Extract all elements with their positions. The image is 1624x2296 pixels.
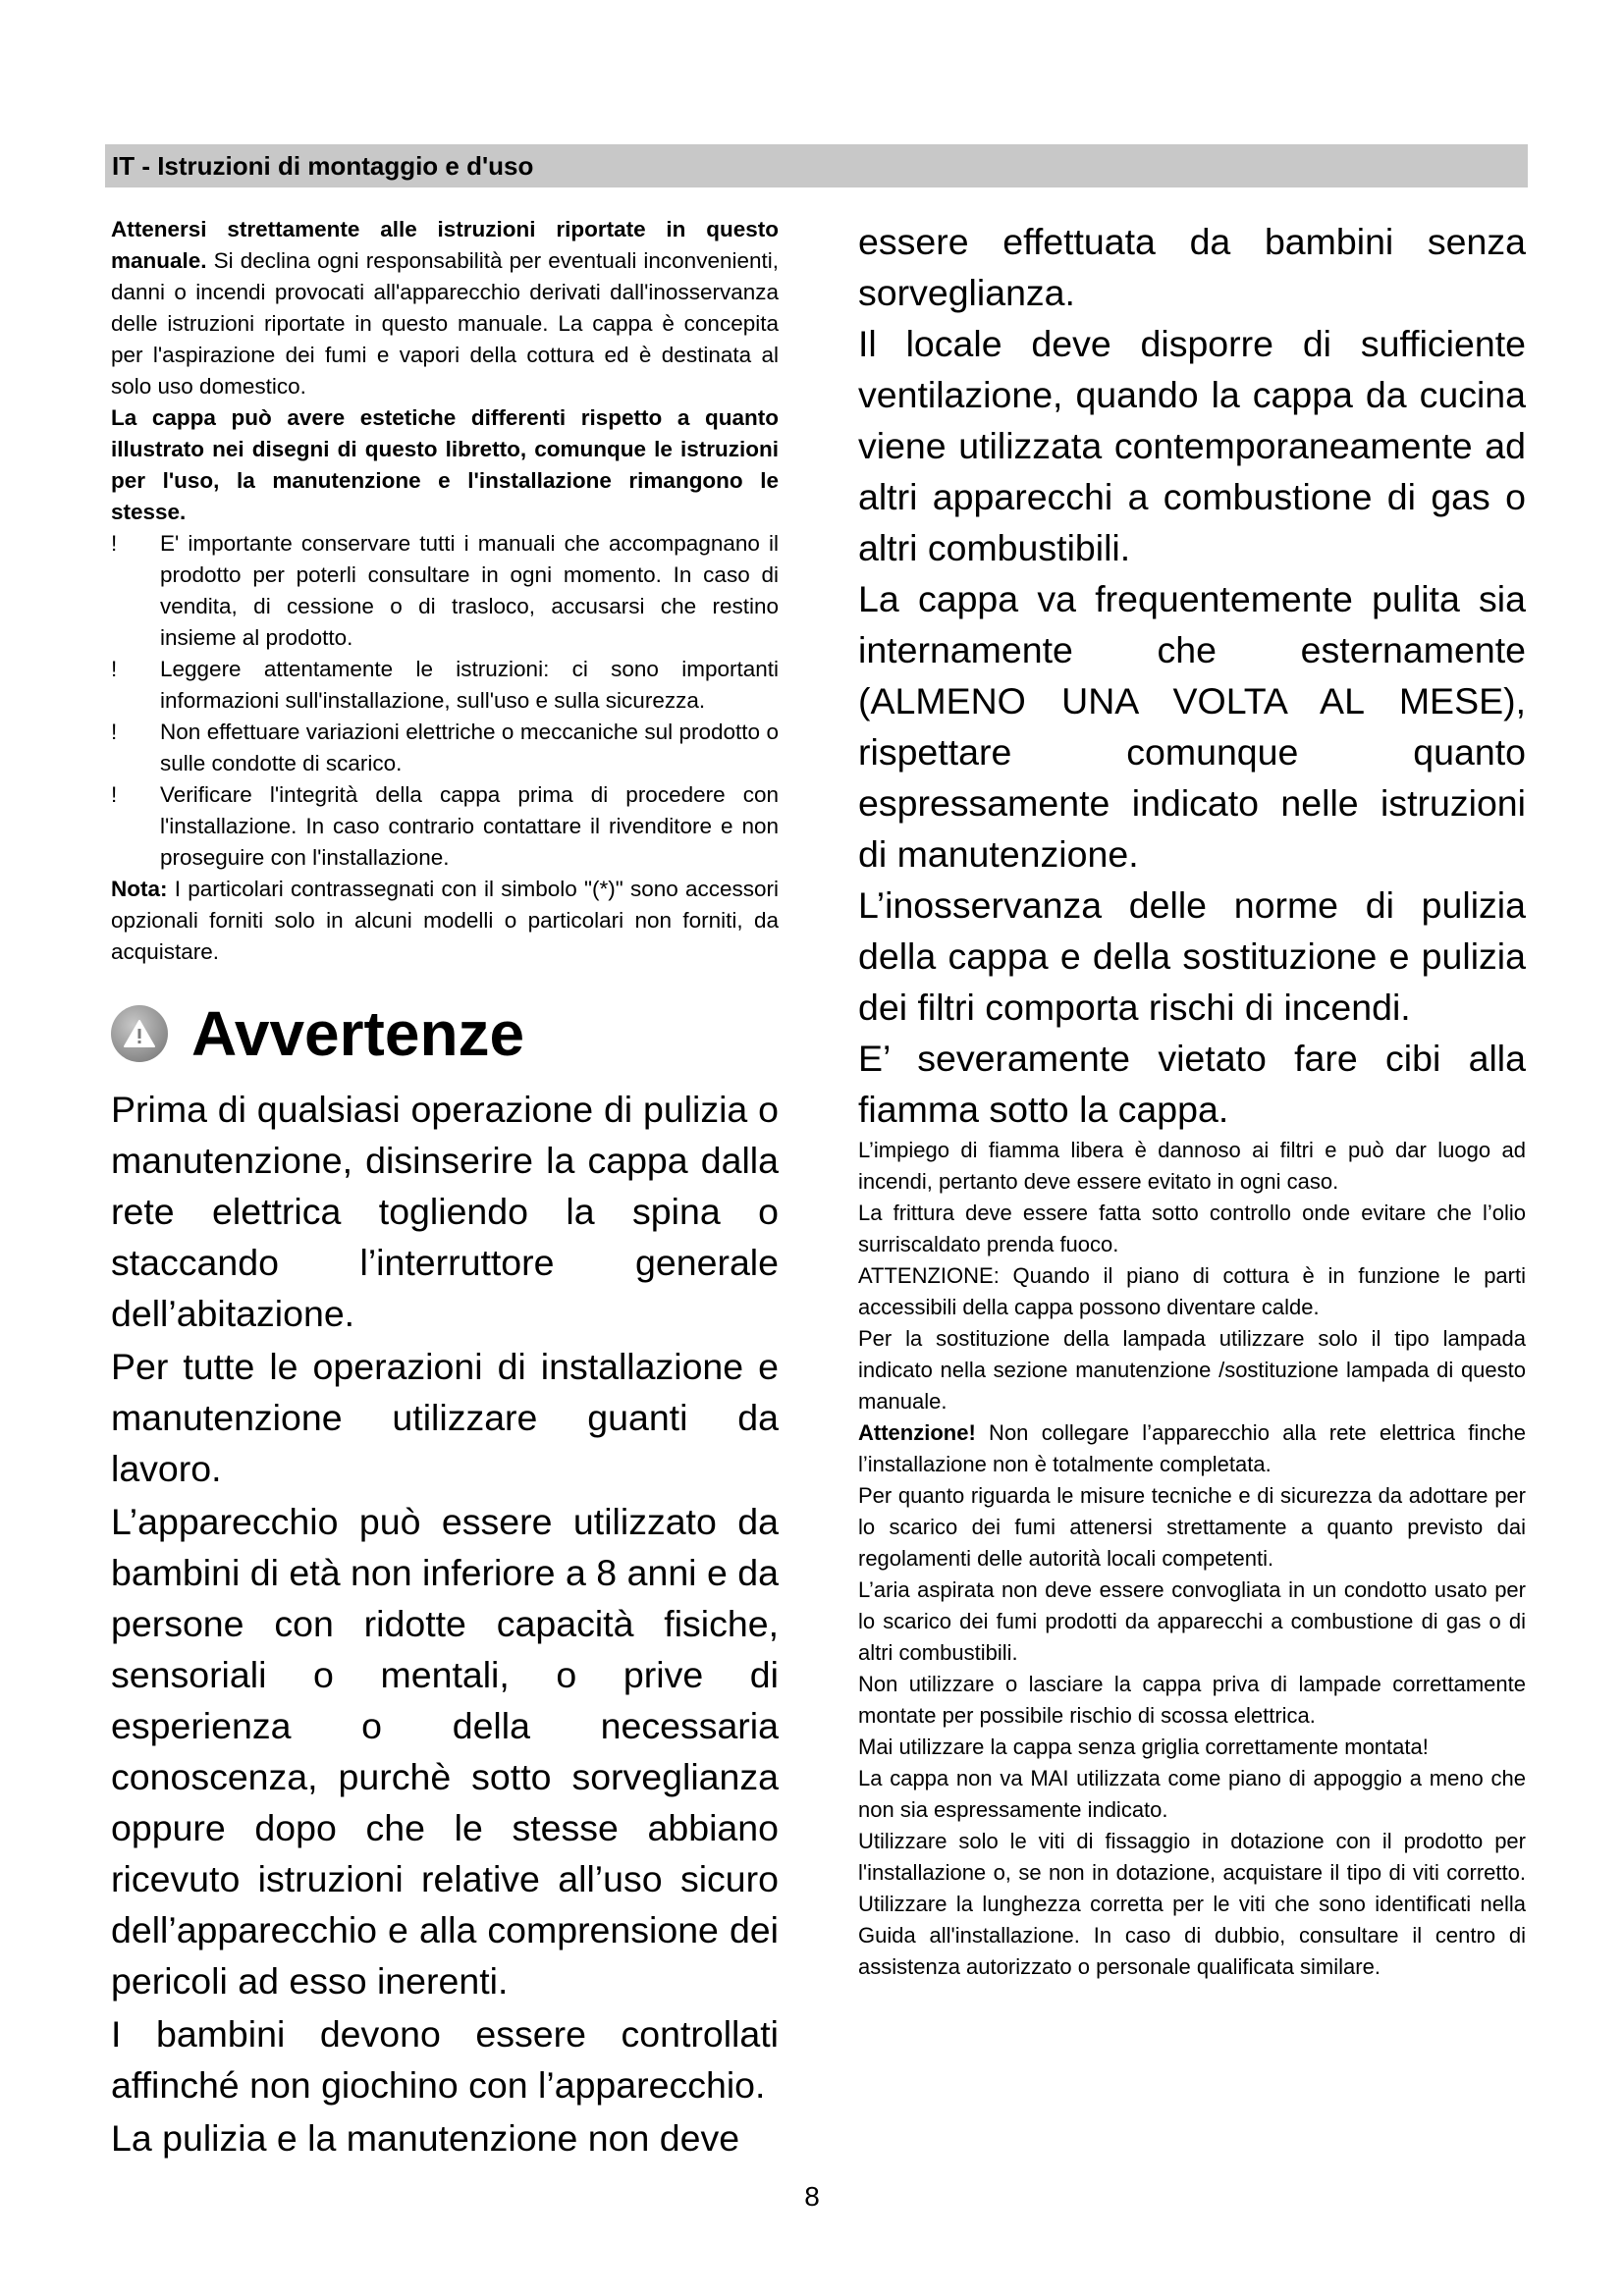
header-title: IT - Istruzioni di montaggio e d'uso [112, 150, 534, 181]
note-item: ! Leggere attentamente le istruzioni: ci sono importanti informazioni sull'installazione, sull'uso e sulla sicurezza. [111, 657, 779, 713]
large-paragraph: essere effettuata da bambini senza sorveglianza. [858, 221, 1526, 313]
small-paragraph: La frittura deve essere fatta sotto controllo onde evitare che l’olio surriscaldato prenda fuoco. [858, 1201, 1526, 1256]
intro-bold: Attenersi strettamente alle istruzioni riportate in questo manuale. [111, 217, 779, 273]
large-paragraph: L’inosservanza delle norme di pulizia della cappa e della sostituzione e pulizia dei filtri comporta rischi di incendi. [858, 884, 1526, 1028]
warning-paragraph: L’apparecchio può essere utilizzato da bambini di età non inferiore a 8 anni e da persone con ridotte capacità fisiche, sensoriali o mentali, o prive di esperienza o della necessaria conoscenza, purchè sotto sorveglianza oppure dopo che le stesse abbiano ricevuto istruzioni relative all’uso sicuro dell’apparecchio e alla comprensione dei pericoli ad esso inerenti. [111, 1501, 779, 2002]
section-title: Avvertenze [191, 998, 525, 1069]
small-paragraph: ATTENZIONE: Quando il piano di cottura è in funzione le parti accessibili della cappa possono diventare calde. [858, 1263, 1526, 1319]
attenzione-paragraph: Attenzione! Non collegare l’apparecchio alla rete elettrica finche l’installazione non è totalmente completata. [858, 1420, 1526, 1476]
note-item: ! Non effettuare variazioni elettriche o meccaniche sul prodotto o sulle condotte di scarico. [111, 720, 779, 775]
warning-icon [111, 1005, 168, 1062]
small-paragraph: Per quanto riguarda le misure tecniche e di sicurezza da adottare per lo scarico dei fumi attenersi strettamente a quanto previsto dai regolamenti delle autorità locali competenti. [858, 1483, 1526, 1571]
small-paragraph: Mai utilizzare la cappa senza griglia correttamente montata! [858, 1735, 1429, 1759]
warning-paragraph: Per tutte le operazioni di installazione e manutenzione utilizzare guanti da lavoro. [111, 1346, 779, 1489]
small-paragraph: Per la sostituzione della lampada utilizzare solo il tipo lampada indicato nella sezione manutenzione /sostituzione lampada di questo manuale. [858, 1326, 1526, 1414]
large-paragraph: Il locale deve disporre di sufficiente ventilazione, quando la cappa da cucina viene utilizzata contemporaneamente ad altri apparecchi a combustione di gas o altri combustibili. [858, 323, 1526, 568]
left-column [111, 214, 779, 2163]
large-paragraph: E’ severamente vietato fare cibi alla fiamma sotto la cappa. [858, 1038, 1526, 1130]
warning-paragraph: La pulizia e la manutenzione non deve [111, 2117, 740, 2159]
warning-paragraph: I bambini devono essere controllati affinché non giochino con l’apparecchio. [111, 2013, 779, 2106]
small-paragraph: L’impiego di fiamma libera è dannoso ai filtri e può dar luogo ad incendi, pertanto deve essere evitato in ogni caso. [858, 1138, 1526, 1194]
intro-paragraph [111, 214, 779, 402]
right-column [858, 216, 1526, 1983]
warnings-heading [111, 999, 779, 1068]
large-paragraph: La cappa va frequentemente pulita sia internamente che esternamente (ALMENO UNA VOLTA AL MESE), rispettare comunque quanto espressamente indicato nelle istruzioni di manutenzione. [858, 578, 1526, 875]
small-paragraph: Non utilizzare o lasciare la cappa priva di lampade correttamente montate per possibile rischio di scossa elettrica. [858, 1672, 1526, 1728]
page-number: 8 [804, 2181, 820, 2212]
note-item: ! E' importante conservare tutti i manuali che accompagnano il prodotto per poterli consultare in ogni momento. In caso di vendita, di cessione o di trasloco, accusarsi che restino insieme al prodotto. [111, 531, 779, 650]
attenzione-label: Attenzione! [858, 1420, 976, 1445]
note-item: ! Verificare l'integrità della cappa prima di procedere con l'installazione. In caso contrario contattare il rivenditore e non proseguire con l'installazione. [111, 782, 779, 870]
nota-label: Nota: [111, 877, 168, 901]
warning-triangle-icon [123, 1019, 156, 1048]
warning-paragraph: Prima di qualsiasi operazione di pulizia o manutenzione, disinserire la cappa dalla rete elettrica togliendo la spina o staccando l’interruttore generale dell’abitazione. [111, 1089, 779, 1334]
small-paragraph: La cappa non va MAI utilizzata come piano di appoggio a meno che non sia espressamente indicato. [858, 1766, 1526, 1822]
section-header-bar [105, 144, 1528, 187]
small-paragraph: L’aria aspirata non deve essere convogliata in un condotto usato per lo scarico dei fumi prodotti da apparecchi a combustione di gas o di altri combustibili. [858, 1577, 1526, 1665]
small-paragraph: Utilizzare solo le viti di fissaggio in dotazione con il prodotto per l'installazione o, se non in dotazione, acquistare il tipo di viti corretto. Utilizzare la lunghezza corretta per le viti che sono identificati nella Guida all'installazione. In caso di dubbio, consultare il centro di assistenza autorizzato o personale qualificata similare. [858, 1829, 1526, 1979]
intro-text: Si declina ogni responsabilità per eventuali inconvenienti, danni o incendi provocati all'apparecchio derivati dall'inosservanza delle istruzioni riportate in questo manuale. La cappa è concepita per l'aspirazione dei fumi e vapori della cottura ed è destinata al solo uso domestico. [111, 248, 779, 399]
design-note: La cappa può avere estetiche differenti rispetto a quanto illustrato nei disegni di questo libretto, comunque le istruzioni per l'uso, la manutenzione e l'installazione rimangono le stesse. [111, 405, 779, 524]
nota-paragraph: Nota: I particolari contrassegnati con il simbolo "(*)" sono accessori opzionali forniti solo in alcuni modelli o particolari non forniti, da acquistare. [111, 877, 779, 964]
